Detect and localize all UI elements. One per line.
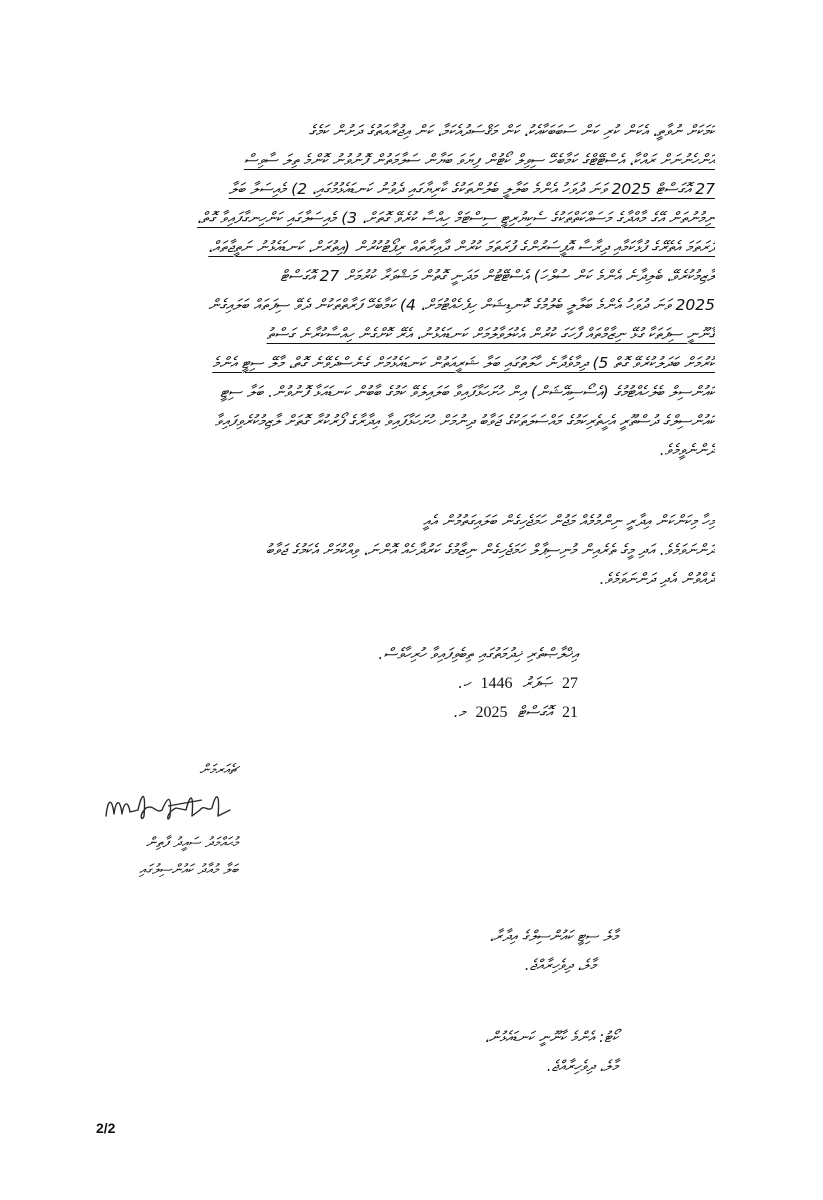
- signature-block: [98, 757, 238, 884]
- paragraph-line: ކުރުމަށް ބަދަލުކުރެވޭ ގޮތް 5) ދިމާވެދާނެ ހާލަތުގައި ބަލާ ޝަރީއަތުން ކަނޑައެޅުމަށް ގެނެސްދެވޭނެ ގޮތް، މާލޭ ސިޓީ އެންމެ: [212, 354, 715, 372]
- page-number: 2/2: [96, 1120, 116, 1136]
- paragraph-line: މިހާ މިކަންކަން އިދާރީ ނިންމުމެއް މަޖުން ހަމަޖެހިގެން ބަލައިގަތުމުން އެއީ: [422, 512, 715, 530]
- signatory-name: މުޙައްމަދު ސައީދު ފާތިން: [145, 835, 238, 851]
- paragraph-line: ދެއްވުން އެދި ދަންނަވަމެވެ.: [599, 570, 715, 588]
- date-block: [378, 640, 578, 727]
- hijri-year: 1446: [480, 675, 513, 692]
- paragraph-line: ކަމަކަށް ނުވާތީ، އެކަން ކުރި ކަން ސަބަބަކާއެކު، ކަން މަޤްސަދުއެކަމާ، ކަން އިޖުރާއަތުގެ ދަށުން ކަމެގެ: [308, 122, 715, 140]
- gregorian-date: [378, 698, 578, 727]
- paragraph-line: ކައުންސިލް ބެލެހެއްޓުމުގެ (އެސޯސިއޭޝަން) އިން ހުށަހަޅާފައިވާ ބަލައިލެވޭ ކަމުގެ ބާބުން ކަނޑައަޅާ ފޮނުވުން. ބަލާ ސިޓީ: [220, 383, 715, 401]
- paragraph-line: ލާޒިމުކުރެވޭ، ބެލިދާނެ އެންމެ ކަން ސުލްހަ) އެސްޓޭޓުން މަދަނީ ގޮތުން މަޝްވަރާ ކުރުމަށް 27 އޮގަސްޓް: [280, 267, 715, 285]
- paragraph-line: ކައުންސިލްގެ ދުސްތޫރީ އެހީތެރިކަމުގެ މައްސަލަތަކުގެ ޖަވާބު ދިނުމަށް ހުށަހަޅާފައިވާ އިދާރާގެ ފޯރުކުރާ ގޮތަށް ލާޒިމުކުރެވިފައިވާ: [214, 412, 715, 430]
- hijri-month: ޞަފަރު: [522, 674, 552, 692]
- gregorian-suffix: މ.: [453, 703, 466, 721]
- paragraph-line: އަންހެނުނަށް ރައްކާ، އެސްޓޭޓްގެ ކަމާބެހޭ ސިވިލް ކޯޓުން ފިޔަވަ ބަޔާން ސަލާމަތުން ފޮނުވުނު ކޮންމެ ތިލަ ސާވިސް: [243, 151, 715, 169]
- paragraph-line: ނިމުނުތަން އޭގެ މާއްދާގެ މަސައްކަތްތަކުގެ ސެކިޔުރިޓީ ސިސްޓަމް ހިއްސާ ކުރެވޭ ގޮތަށް، 3) މެއިސަލާގައި ކަންހިނގާފައިވާ ގޮތް،: [197, 209, 715, 227]
- paragraph-line: ދެންނެވީމެވެ.: [659, 441, 715, 459]
- copy-recipient-2: [485, 1023, 618, 1081]
- hijri-suffix: ހ.: [458, 674, 471, 692]
- paragraph-line: 2025 ވަނަ ދުވަހު އެންމެ ބަލާލީ ބެލުމުގެ ކޮނޑިޝަން ހިފެހެއްޓުމަށް، 4) ކަމާބެހޭ ފަރާތްތަކުން ދެވޭ ސިފަތައް ބަލައިގެން: [208, 296, 715, 314]
- recipient-name: މާލެ ސިޓީ ކައުންސިލްގެ އިދާރާ،: [489, 927, 618, 945]
- hijri-day: 27: [562, 675, 578, 692]
- signatory-title: ބަލާ މުއާދު ކައުންސިލުގައި: [139, 862, 238, 878]
- recipient-name: ކޯޓު: އެންމެ ކާނޫނީ ކަނޑައެޅުން،: [484, 1028, 618, 1046]
- paragraph-line: ފުރަތަމަ އެތެރޭގެ ފުޅާކަމާއި ދިރާސާ އޮފީސަރުންގެ ފުރަތަމަ ކުރުން ދާއިރާތައް ރިޕޯޓުކުރުން (އިތުރަށް، ކަނޑައެޅުނު ނަތީޖާތައް،: [208, 238, 715, 256]
- paragraph-line: [95, 175, 715, 204]
- recipient-address: މާލެ، ދިވެހިރާއްޖެ.: [524, 956, 596, 974]
- closing-line: އިޚްލާޞްތެރި ޚިދުމަތުގައި ތިބެވިފައިވާ ހުރިހާވެސް.: [378, 645, 578, 663]
- gregorian-day: 21: [562, 704, 578, 721]
- signature-label: ޗެއަރމަން: [199, 762, 238, 778]
- paragraph-line: ދަންނަވަމެވެ. އަދި މީގެ ތެރެއިން މުނިސިޕާލް ހަމަޖެހިގެން ނިޒާމުގެ ކަރުދާހެއް އޮންނަ، ވިއްކުމަށް އެކަމުގެ ޖަވާބު: [265, 541, 715, 559]
- paragraph-line: ޤާނޫނީ ސިފަތަކާ ގުޅޭ ނިޒާމްތައް ފާހަގަ ކުރުން އެކުލަވާލުމަށް ކަނޑައެޅުނު، އެރޭ ކޮށްގެން ހިއްސާކުރާނެ ގަސްތު: [266, 325, 715, 343]
- recipient-address: މާލެ، ދިވެހިރާއްޖެ.: [546, 1057, 618, 1075]
- gregorian-year: 2025: [475, 704, 508, 721]
- hijri-date: [378, 669, 578, 698]
- copy-recipient-1: [489, 922, 618, 980]
- gregorian-month: އޮގަސްޓް: [517, 703, 552, 721]
- body-paragraph-2: [95, 507, 715, 594]
- date-line-underlined: 27 އޮގަސްޓް 2025 ވަނަ ދުވަހު އެންމެ ބަލާލީ ބެލުންތަކުގެ ކާރިޔާގައި ދެވުނު ކަނޑައެޅުމުގައި، 2) މެއިސަލާ ބަލާ: [228, 180, 715, 198]
- body-paragraph-1: [95, 117, 715, 465]
- handwritten-signature-image: [98, 786, 238, 826]
